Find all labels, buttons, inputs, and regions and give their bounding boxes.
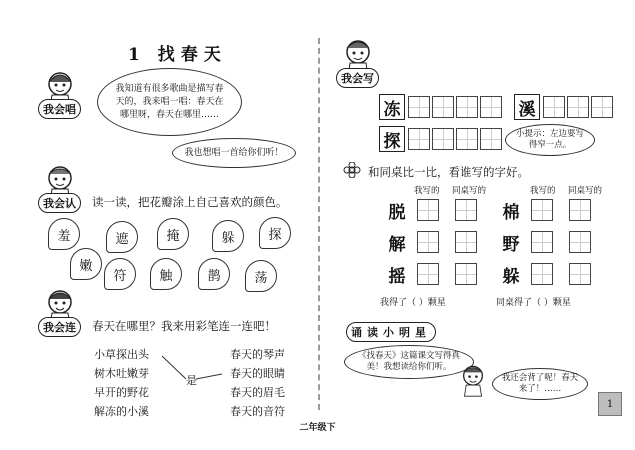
writing-cell[interactable]: [432, 128, 454, 150]
compare-instruction: 和同桌比一比，看谁写的字好。: [368, 165, 529, 179]
petal-char[interactable]: 掩: [157, 218, 189, 250]
writing-cell[interactable]: [417, 199, 439, 221]
model-char: 溪: [514, 94, 540, 120]
reading-child-cartoon-icon: [456, 362, 490, 398]
writing-cell[interactable]: [531, 199, 553, 221]
tag-recognize: 我会认: [38, 193, 81, 213]
speech-bubble-star-1: 《找春天》这篇课文写得真美！我想读给你们听。: [344, 345, 474, 379]
writing-cell[interactable]: [543, 96, 565, 118]
writing-cell[interactable]: [480, 128, 502, 150]
petal-char[interactable]: 符: [104, 258, 136, 290]
tip-bubble: 小提示：左边要写得窄一点。: [505, 124, 595, 156]
writing-cell[interactable]: [455, 263, 477, 285]
flower-bullet-icon: [343, 162, 361, 178]
writing-cell[interactable]: [408, 128, 430, 150]
petal-char[interactable]: 躲: [212, 220, 244, 252]
petal-char[interactable]: 触: [150, 258, 182, 290]
writing-cell[interactable]: [408, 96, 430, 118]
score-partner: 同桌得了（ ）颗星: [496, 298, 571, 308]
left-phrase[interactable]: 早开的野花: [94, 386, 149, 399]
writing-cell[interactable]: [417, 231, 439, 253]
col-label: 我写的: [530, 186, 556, 196]
petal-char[interactable]: 探: [259, 217, 291, 249]
writing-cell[interactable]: [480, 96, 502, 118]
tag-reading-star: 诵读小明星: [346, 322, 436, 342]
petal-char[interactable]: 羞: [48, 218, 80, 250]
writing-cell[interactable]: [456, 96, 478, 118]
writing-cell[interactable]: [417, 263, 439, 285]
compare-char: 野: [502, 234, 520, 255]
writing-cell[interactable]: [569, 199, 591, 221]
writing-cell[interactable]: [455, 231, 477, 253]
writing-cell[interactable]: [531, 263, 553, 285]
writing-cell[interactable]: [432, 96, 454, 118]
connect-instruction: 春天在哪里？我来用彩笔连一连吧！: [92, 319, 276, 333]
left-phrase[interactable]: 树木吐嫩芽: [94, 367, 149, 380]
compare-char: 躲: [502, 266, 520, 287]
petal-char[interactable]: 嫩: [70, 248, 102, 280]
lesson-title: 1 找春天: [128, 45, 227, 65]
right-phrase[interactable]: 春天的眼睛: [230, 367, 285, 380]
score-me: 我得了（ ）颗星: [380, 298, 446, 308]
recognize-instruction: 读一读，把花瓣涂上自己喜欢的颜色。: [92, 195, 288, 209]
speech-bubble-sing-2: 我也想唱一首给你们听！: [172, 138, 296, 168]
model-char: 探: [379, 126, 405, 152]
compare-char: 摇: [388, 266, 406, 287]
col-label: 我写的: [414, 186, 440, 196]
petal-char[interactable]: 鹊: [198, 258, 230, 290]
right-phrase[interactable]: 春天的琴声: [230, 348, 285, 361]
compare-char: 棉: [502, 202, 520, 223]
right-phrase[interactable]: 春天的音符: [230, 405, 285, 418]
writing-cell[interactable]: [456, 128, 478, 150]
model-char: 冻: [379, 94, 405, 120]
page-divider: [318, 38, 320, 410]
middle-word: 是: [186, 374, 197, 387]
writing-cell[interactable]: [531, 231, 553, 253]
col-label: 同桌写的: [452, 186, 487, 196]
col-label: 同桌写的: [568, 186, 603, 196]
petal-char[interactable]: 遮: [106, 221, 138, 253]
petal-char[interactable]: 荡: [245, 260, 277, 292]
writing-cell[interactable]: [591, 96, 613, 118]
compare-char: 脱: [388, 202, 406, 223]
tag-write: 我会写: [336, 68, 379, 88]
compare-char: 解: [388, 234, 406, 255]
left-phrase[interactable]: 解冻的小溪: [94, 405, 149, 418]
page-number: 1: [598, 392, 622, 416]
writing-cell[interactable]: [567, 96, 589, 118]
speech-bubble-star-2: 我还会背了呢！春天来了！……: [492, 368, 588, 400]
writing-cell[interactable]: [569, 263, 591, 285]
writing-cell[interactable]: [455, 199, 477, 221]
tag-connect: 我会连: [38, 317, 81, 337]
left-phrase[interactable]: 小草探出头: [94, 348, 149, 361]
writing-cell[interactable]: [569, 231, 591, 253]
right-phrase[interactable]: 春天的眉毛: [230, 386, 285, 399]
footer-grade: 二年级下: [299, 423, 336, 433]
tag-sing: 我会唱: [38, 99, 81, 119]
speech-bubble-sing-1: 我知道有很多歌曲是描写春天的，我来唱一唱：春天在哪里呀，春天在哪里……: [97, 68, 242, 136]
